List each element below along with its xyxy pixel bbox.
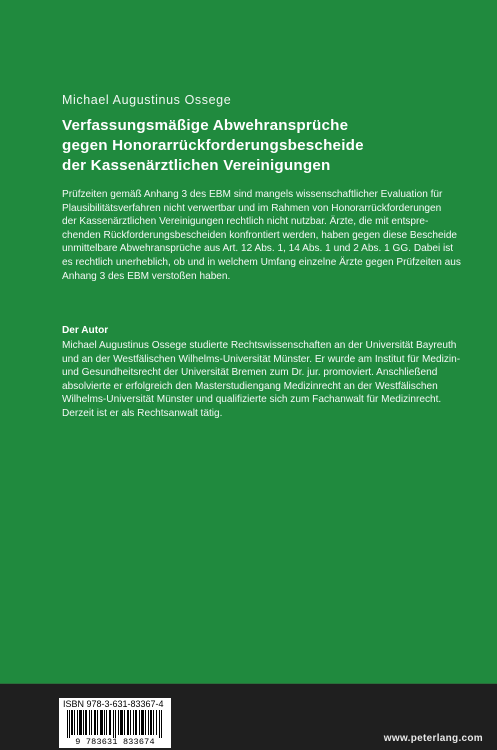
ean-digits: 9 783631 833674 [75, 737, 155, 747]
blurb-line: Prüfzeiten gemäß Anhang 3 des EBM sind mangels wissenschaftlicher Evaluation für [62, 189, 443, 200]
blurb-line: der Kassenärztlichen Vereinigungen rechtlich nicht nutzbar. Ärzte, die mit entspre- [62, 216, 429, 228]
bio-line: und an der Westfälischen Wilhelms-Universität Münster. Er wurde am Institut für Medizin- [62, 353, 461, 365]
bio-line: Michael Augustinus Ossege studierte Rechtswissenschaften an der Universität Bayreuth [62, 340, 457, 351]
bio-line: Wilhelms-Universität Münster und qualifizierte sich zum Fachanwalt für Medizinrecht. [62, 394, 442, 406]
bio-line: absolvierte er erfolgreich den Masterstudiengang Medizinrecht an der Westfälischen [62, 380, 438, 392]
title-line: der Kassenärztlichen Vereinigungen [62, 157, 331, 174]
title-line: gegen Honorarrückforderungsbescheide [62, 137, 364, 154]
author-name: Michael Augustinus Ossege [62, 93, 232, 107]
publisher-website[interactable]: www.peterlang.com [383, 733, 483, 744]
blurb-line: es rechtlich unerheblich, ob und in welchem Umfang einzelne Ärzte gegen Prüfzeiten aus [62, 256, 461, 268]
bio-heading: Der Autor [62, 325, 109, 336]
blurb-line: Plausibilitätsverfahren nicht verwertbar und im Rahmen von Honorarrückforderungen [62, 202, 442, 214]
title-line: Verfassungsmäßige Abwehransprüche [62, 117, 349, 134]
isbn-label: ISBN 978-3-631-83367-4 [63, 699, 164, 709]
barcode-box [59, 698, 171, 748]
blurb-line: Anhang 3 des EBM verstoßen haben. [62, 270, 231, 282]
blurb [62, 188, 468, 283]
blurb-line: chenden Rückforderungsbescheiden konfrontiert werden, haben gegen diese Bescheide [62, 229, 458, 241]
barcode-icon [67, 710, 163, 738]
bio-line: Derzeit ist er als Rechtsanwalt tätig. [62, 407, 223, 419]
author-bio [62, 339, 468, 421]
book-title [62, 116, 462, 176]
blurb-line: unmittelbare Abwehransprüche aus Art. 12 Abs. 1, 14 Abs. 1 und 2 Abs. 1 GG. Dabei ist [62, 243, 454, 255]
bio-line: und Gesundheitsrecht der Universität Bremen zum Dr. jur. promoviert. Anschließend [62, 367, 438, 379]
